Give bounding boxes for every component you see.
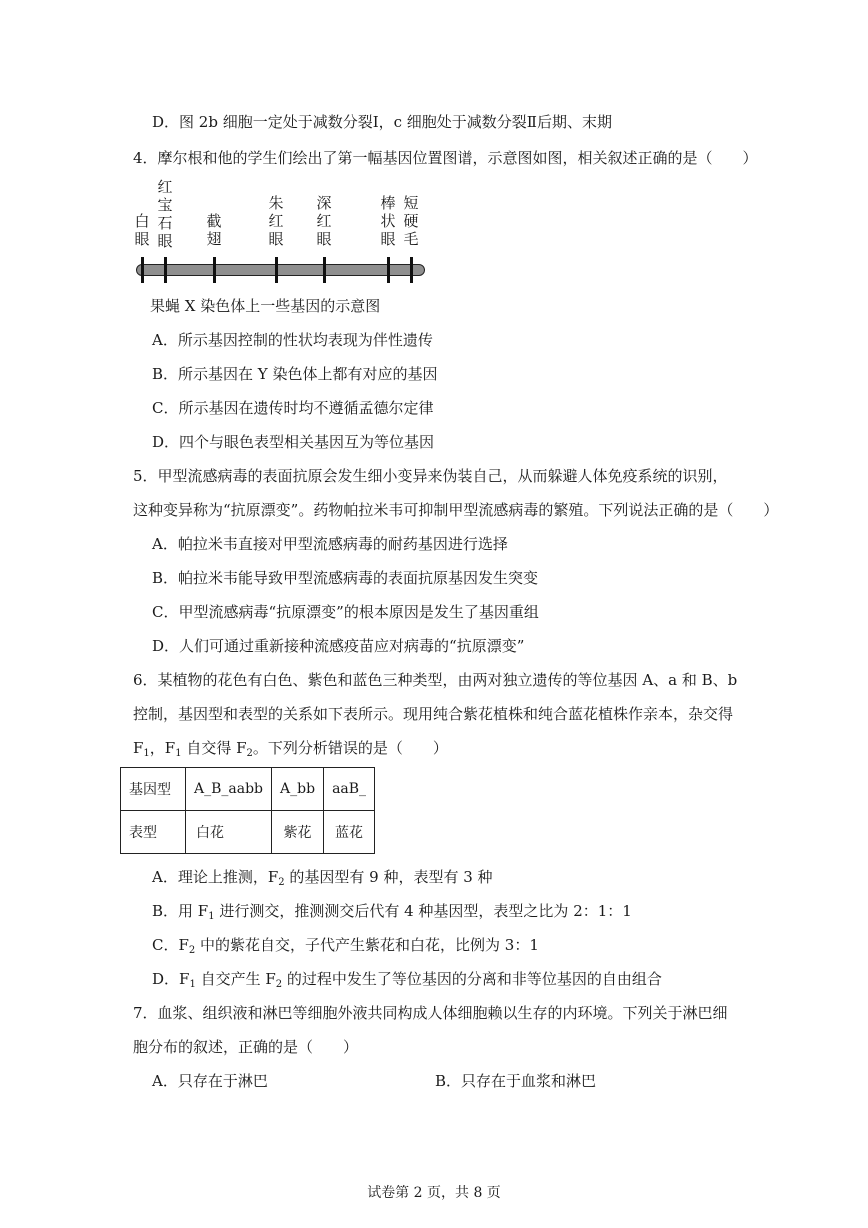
q7-option-b: B．只存在于血浆和淋巴 [435, 1072, 597, 1090]
gene-label-bar-eye: 棒状眼 [380, 194, 396, 248]
q7-option-a: A．只存在于淋巴 [152, 1072, 268, 1090]
q6-option-a: A．理论上推测，$F_2$ 的基因型有 9 种，表型有 3 种 [152, 868, 493, 888]
q6-option-b: B．用 $F_1$ 进行测交，推测测交后代有 4 种基因型，表型之比为 2：1：1 [152, 902, 632, 922]
page-footer: 试卷第 2 页，共 8 页 [367, 1185, 501, 1201]
q6-option-c: C．$F_2$ 中的紫花自交，子代产生紫花和白花，比例为 3：1 [152, 936, 539, 956]
q7-stem-line2: 胞分布的叙述，正确的是（ ） [133, 1038, 359, 1056]
gene-label-carmine-eye: 深红眼 [316, 194, 332, 248]
q6-stem-line1: 6．某植物的花色有白色、紫色和蓝色三种类型，由两对独立遗传的等位基因 A、a 和 B、b [133, 671, 738, 689]
genotype-phenotype-table [120, 767, 375, 854]
table-cell: 蓝花 [324, 811, 375, 854]
gene-label-bristle: 短硬毛 [403, 194, 419, 248]
q3-option-d: D．图 2b 细胞一定处于减数分裂Ⅰ，c 细胞处于减数分裂Ⅱ后期、末期 [152, 113, 613, 131]
q4-option-d: D．四个与眼色表型相关基因互为等位基因 [152, 433, 435, 451]
table-cell: A_bb [272, 768, 324, 811]
q5-stem-line2: 这种变异称为“抗原漂变”。药物帕拉米韦可抑制甲型流感病毒的繁殖。下列说法正确的是（ ） [133, 501, 779, 519]
table-cell: 紫花 [272, 811, 324, 854]
table-cell: 白花 [186, 811, 272, 854]
gene-tick [164, 257, 167, 283]
gene-label-white-eye: 白眼 [134, 212, 150, 248]
q6-stem-line3: $F_1$，$F_1$ 自交得 $F_2$。下列分析错误的是（ ） [133, 739, 448, 759]
q5-option-d: D．人们可通过重新接种流感疫苗应对病毒的“抗原漂变” [152, 637, 525, 655]
gene-tick [141, 257, 144, 283]
table-cell: 基因型 [121, 768, 186, 811]
q5-stem-line1: 5．甲型流感病毒的表面抗原会发生细小变异来伪装自己，从而躲避人体免疫系统的识别， [133, 467, 728, 485]
chromosome-diagram [130, 178, 430, 288]
table-cell: A_B_aabb [186, 768, 272, 811]
gene-tick [213, 257, 216, 283]
q4-option-a: A．所示基因控制的性状均表现为伴性遗传 [152, 331, 433, 349]
gene-label-vermilion-eye: 朱红眼 [268, 194, 284, 248]
q5-option-c: C．甲型流感病毒“抗原漂变”的根本原因是发生了基因重组 [152, 603, 539, 621]
gene-label-cut-wing: 截翅 [206, 212, 222, 248]
gene-tick [410, 257, 413, 283]
q4-option-b: B．所示基因在 Y 染色体上都有对应的基因 [152, 365, 438, 383]
q5-option-b: B．帕拉米韦能导致甲型流感病毒的表面抗原基因发生突变 [152, 569, 539, 587]
x-chromosome-bar [136, 264, 425, 276]
gene-tick [275, 257, 278, 283]
table-row [121, 811, 375, 854]
gene-tick [323, 257, 326, 283]
figure-caption: 果蝇 X 染色体上一些基因的示意图 [150, 297, 381, 315]
gene-label-ruby-eye: 红宝石眼 [157, 178, 173, 250]
q6-option-d: D．$F_1$ 自交产生 $F_2$ 的过程中发生了等位基因的分离和非等位基因的自由组合 [152, 970, 662, 990]
gene-tick [387, 257, 390, 283]
table-cell: 表型 [121, 811, 186, 854]
q7-stem-line1: 7．血浆、组织液和淋巴等细胞外液共同构成人体细胞赖以生存的内环境。下列关于淋巴细 [133, 1004, 728, 1022]
q4-stem: 4．摩尔根和他的学生们绘出了第一幅基因位置图谱，示意图如图，相关叙述正确的是（ ） [133, 149, 758, 167]
q6-stem-line2: 控制，基因型和表型的关系如下表所示。现用纯合紫花植株和纯合蓝花植株作亲本，杂交得 [133, 705, 734, 723]
q5-option-a: A．帕拉米韦直接对甲型流感病毒的耐药基因进行选择 [152, 535, 508, 553]
table-row [121, 768, 375, 811]
table-cell: aaB_ [324, 768, 375, 811]
q4-option-c: C．所示基因在遗传时均不遵循孟德尔定律 [152, 399, 434, 417]
